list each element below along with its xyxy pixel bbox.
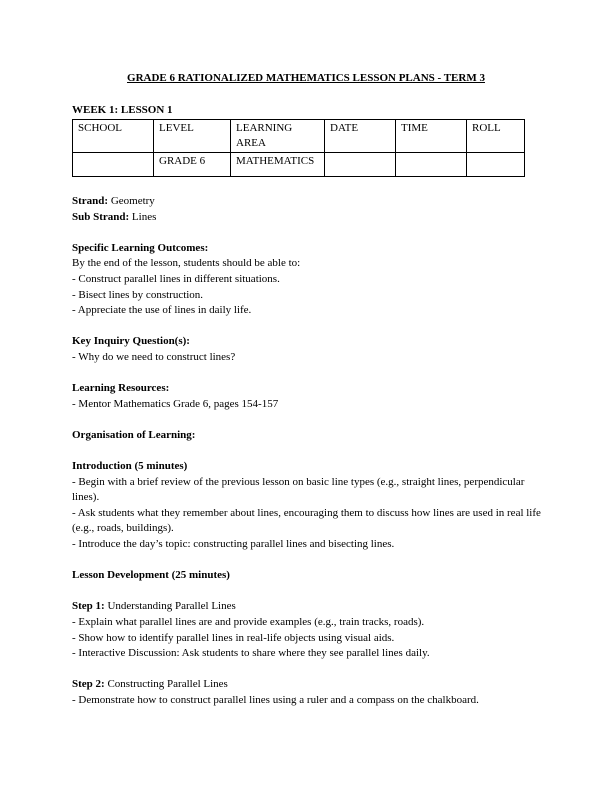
sub-strand-value: Lines xyxy=(129,210,157,223)
step1-heading xyxy=(72,599,542,615)
week-lesson-heading: WEEK 1: LESSON 1 xyxy=(72,104,173,116)
value-level: GRADE 6 xyxy=(154,153,231,177)
introduction-item: - Ask students what they remember about lines, encouraging them to discuss how lines are used in real life (e.g., roads, buildings). xyxy=(72,506,541,535)
header-time: TIME xyxy=(396,120,467,153)
step2-label: Step 2: xyxy=(72,678,105,691)
step1-item: - Show how to identify parallel lines in real-life objects using visual aids. xyxy=(72,631,395,644)
value-roll xyxy=(467,153,525,177)
lesson-body xyxy=(72,194,542,709)
development-heading: Lesson Development (25 minutes) xyxy=(72,569,230,582)
step1-title: Understanding Parallel Lines xyxy=(104,600,236,613)
value-date xyxy=(325,153,396,177)
step1-item: - Interactive Discussion: Ask students to share where they see parallel lines daily. xyxy=(72,647,430,660)
inquiry-item: - Why do we need to construct lines? xyxy=(72,350,236,363)
step1-item: - Explain what parallel lines are and provide examples (e.g., train tracks, roads). xyxy=(72,616,425,629)
inquiry-heading: Key Inquiry Question(s): xyxy=(72,335,190,348)
header-date: DATE xyxy=(325,120,396,153)
organisation-heading: Organisation of Learning: xyxy=(72,428,196,441)
strand-label: Strand: xyxy=(72,195,109,207)
header-learning-area: LEARNING AREA xyxy=(231,120,325,153)
table-header-row xyxy=(73,120,525,153)
value-time xyxy=(396,153,467,177)
sub-strand-label: Sub Strand: xyxy=(72,210,130,223)
strand-value: Geometry xyxy=(108,195,155,207)
outcome-item: - Bisect lines by construction. xyxy=(72,288,204,301)
introduction-item: - Introduce the day’s topic: constructing parallel lines and bisecting lines. xyxy=(72,538,395,551)
sub-strand-line xyxy=(72,210,542,226)
resource-item: - Mentor Mathematics Grade 6, pages 154-157 xyxy=(72,397,279,410)
outcome-item: - Construct parallel lines in different situations. xyxy=(72,272,280,285)
outcomes-heading: Specific Learning Outcomes: xyxy=(72,241,209,254)
value-learning-area: MATHEMATICS xyxy=(231,153,325,177)
outcomes-intro: By the end of the lesson, students should be able to: xyxy=(72,257,301,270)
step2-title: Constructing Parallel Lines xyxy=(104,678,228,691)
step2-heading xyxy=(72,677,542,693)
introduction-heading: Introduction (5 minutes) xyxy=(72,460,188,473)
outcome-item: - Appreciate the use of lines in daily life. xyxy=(72,304,252,317)
strand-line xyxy=(72,194,542,210)
introduction-item: - Begin with a brief review of the previous lesson on basic line types (e.g., straight lines, perpendicular lines). xyxy=(72,475,525,504)
resources-heading: Learning Resources: xyxy=(72,382,170,395)
lesson-info-table xyxy=(72,119,525,177)
header-school: SCHOOL xyxy=(73,120,154,153)
step2-item: - Demonstrate how to construct parallel lines using a ruler and a compass on the chalkboard. xyxy=(72,694,479,706)
header-level: LEVEL xyxy=(154,120,231,153)
document-title: GRADE 6 RATIONALIZED MATHEMATICS LESSON PLANS - TERM 3 xyxy=(127,72,485,84)
header-roll: ROLL xyxy=(467,120,525,153)
step1-label: Step 1: xyxy=(72,600,105,613)
value-school xyxy=(73,153,154,177)
table-value-row xyxy=(73,153,525,177)
